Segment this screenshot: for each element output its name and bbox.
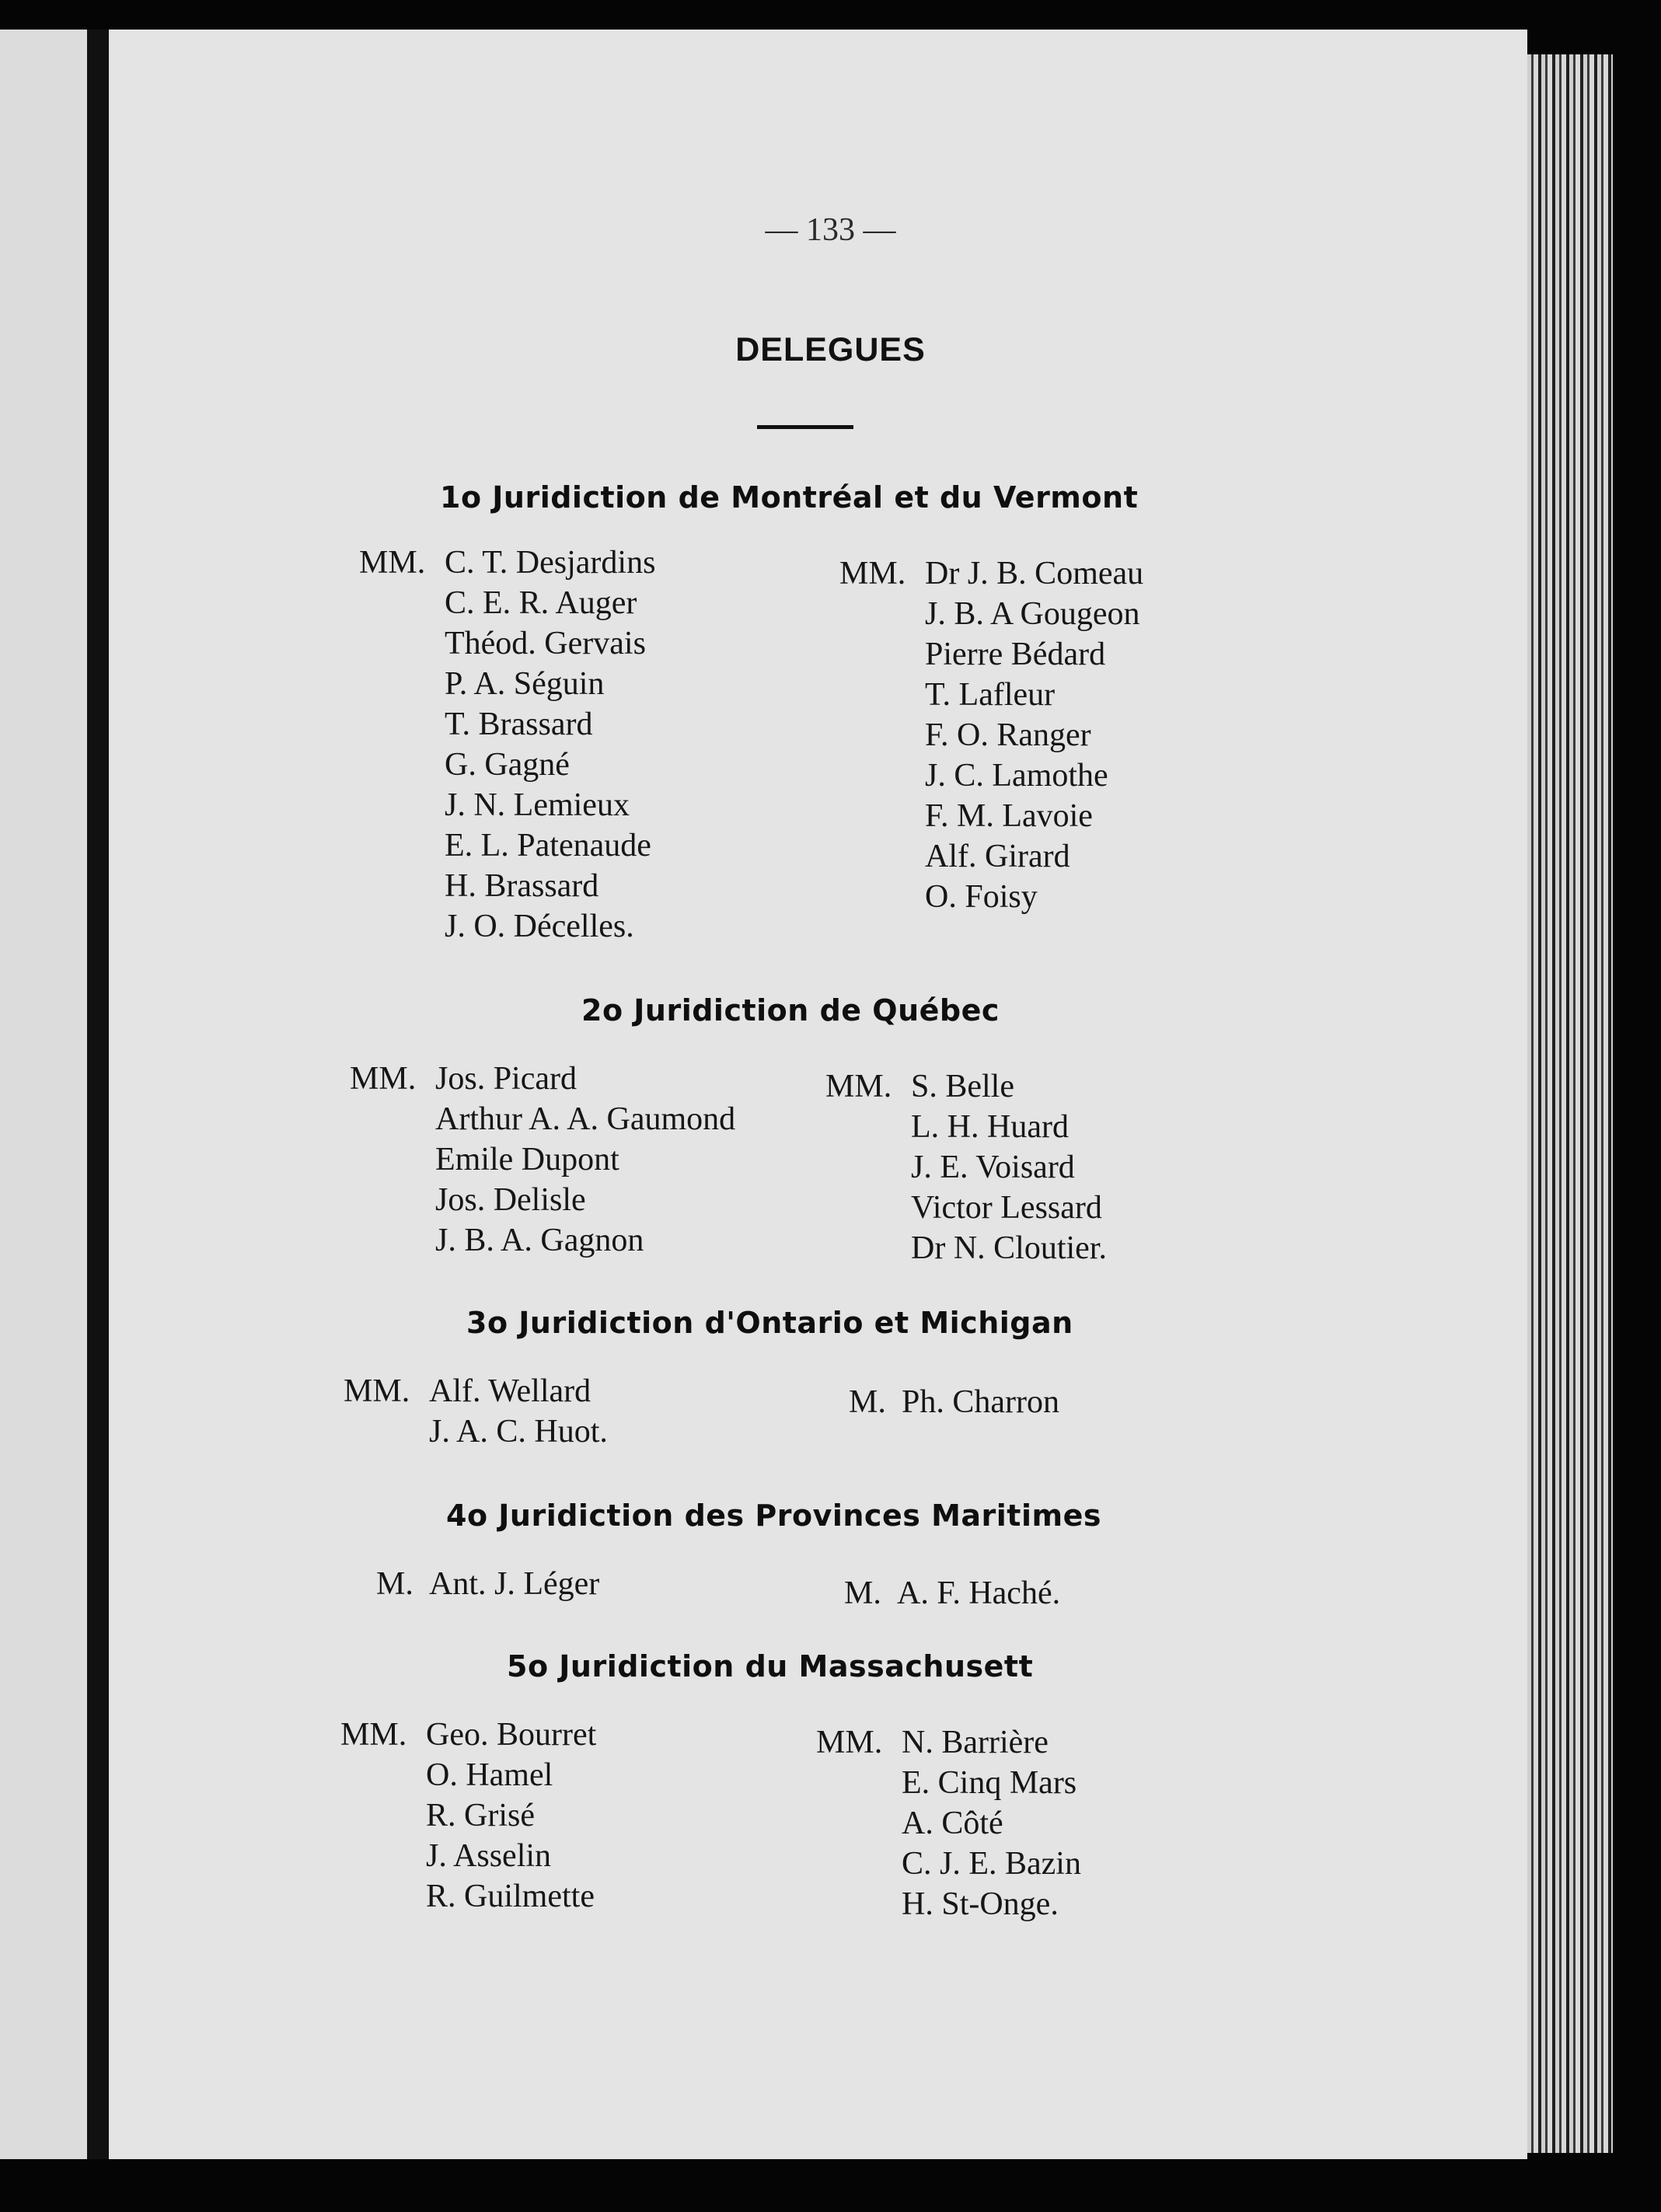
delegate-name: J. B. A. Gagnon bbox=[435, 1223, 644, 1258]
delegate-name: N. Barrière bbox=[902, 1725, 1049, 1760]
delegate-name: Arthur A. A. Gaumond bbox=[435, 1101, 736, 1137]
delegate-name: Geo. Bourret bbox=[426, 1717, 597, 1753]
page-stack-edges bbox=[1527, 54, 1613, 2153]
title-prefix: MM. bbox=[340, 1717, 407, 1753]
delegate-name: Alf. Girard bbox=[925, 839, 1070, 874]
delegate-name: H. St-Onge. bbox=[902, 1886, 1059, 1922]
title-prefix: M. bbox=[849, 1384, 886, 1420]
delegate-list-right bbox=[844, 1573, 1060, 1614]
delegate-name: Ant. J. Léger bbox=[429, 1566, 600, 1602]
delegate-name: Alf. Wellard bbox=[429, 1373, 591, 1409]
delegate-name: J. E. Voisard bbox=[911, 1150, 1075, 1185]
delegate-name: R. Guilmette bbox=[426, 1879, 595, 1914]
page-number: — 133 — bbox=[765, 212, 896, 248]
delegate-name: Victor Lessard bbox=[911, 1190, 1102, 1226]
delegate-name: J. N. Lemieux bbox=[445, 787, 630, 823]
title-prefix: M. bbox=[844, 1575, 881, 1611]
delegate-name: Jos. Picard bbox=[435, 1061, 577, 1097]
section-heading: 1o Juridiction de Montréal et du Vermont bbox=[440, 480, 1139, 515]
delegate-list-right bbox=[839, 553, 1143, 917]
delegate-list-left bbox=[344, 1371, 608, 1452]
delegate-name: R. Grisé bbox=[426, 1798, 535, 1833]
delegate-name: Dr N. Cloutier. bbox=[911, 1230, 1107, 1266]
title-rule bbox=[757, 425, 853, 429]
delegate-name: H. Brassard bbox=[445, 868, 599, 904]
delegate-name: E. Cinq Mars bbox=[902, 1765, 1077, 1801]
title-prefix: MM. bbox=[839, 556, 906, 591]
delegate-list-left bbox=[359, 543, 655, 947]
delegate-name: E. L. Patenaude bbox=[445, 828, 651, 864]
delegate-name: F. M. Lavoie bbox=[925, 798, 1093, 834]
delegate-list-right bbox=[849, 1382, 1059, 1422]
delegate-list-left bbox=[376, 1564, 599, 1604]
delegate-name: C. E. R. Auger bbox=[445, 585, 637, 621]
delegate-name: Pierre Bédard bbox=[925, 637, 1106, 672]
delegate-name: O. Hamel bbox=[426, 1757, 553, 1793]
delegate-name: T. Lafleur bbox=[925, 677, 1056, 713]
delegate-name: S. Belle bbox=[911, 1069, 1014, 1104]
section-heading: 4o Juridiction des Provinces Maritimes bbox=[446, 1499, 1101, 1533]
title-prefix: MM. bbox=[350, 1061, 417, 1097]
delegate-name: J. A. C. Huot. bbox=[429, 1414, 608, 1450]
delegate-name: C. T. Desjardins bbox=[445, 545, 656, 581]
delegate-name: J. B. A Gougeon bbox=[925, 596, 1140, 632]
title-prefix: M. bbox=[376, 1566, 414, 1602]
page-title: DELEGUES bbox=[735, 331, 926, 368]
delegate-name: J. Asselin bbox=[426, 1838, 552, 1874]
delegate-name: G. Gagné bbox=[445, 747, 570, 783]
delegate-name: P. A. Séguin bbox=[445, 666, 605, 702]
delegate-list-right bbox=[816, 1722, 1081, 1924]
delegate-name: A. Côté bbox=[902, 1806, 1003, 1841]
delegate-name: O. Foisy bbox=[925, 879, 1038, 915]
title-prefix: MM. bbox=[344, 1373, 410, 1409]
delegate-name: T. Brassard bbox=[445, 707, 593, 742]
section-heading: 5o Juridiction du Massachusett bbox=[507, 1649, 1034, 1683]
title-prefix: MM. bbox=[359, 545, 426, 581]
delegate-name: F. O. Ranger bbox=[925, 717, 1091, 753]
delegate-list-right bbox=[825, 1066, 1107, 1268]
delegate-name: Dr J. B. Comeau bbox=[925, 556, 1144, 591]
delegate-name: C. J. E. Bazin bbox=[902, 1846, 1081, 1882]
delegate-name: J. O. Décelles. bbox=[445, 909, 634, 944]
delegate-list-left bbox=[350, 1059, 735, 1261]
delegate-name: Théod. Gervais bbox=[445, 626, 646, 661]
delegate-name: Ph. Charron bbox=[902, 1384, 1059, 1420]
delegate-name: Emile Dupont bbox=[435, 1142, 619, 1178]
section-heading: 2o Juridiction de Québec bbox=[581, 993, 1000, 1027]
title-prefix: MM. bbox=[825, 1069, 892, 1104]
title-prefix: MM. bbox=[816, 1725, 883, 1760]
delegate-list-left bbox=[340, 1715, 596, 1917]
delegate-name: L. H. Huard bbox=[911, 1109, 1069, 1145]
delegate-name: J. C. Lamothe bbox=[925, 758, 1108, 794]
delegate-name: A. F. Haché. bbox=[897, 1575, 1061, 1611]
section-heading: 3o Juridiction d'Ontario et Michigan bbox=[466, 1306, 1073, 1340]
delegate-name: Jos. Delisle bbox=[435, 1182, 586, 1218]
